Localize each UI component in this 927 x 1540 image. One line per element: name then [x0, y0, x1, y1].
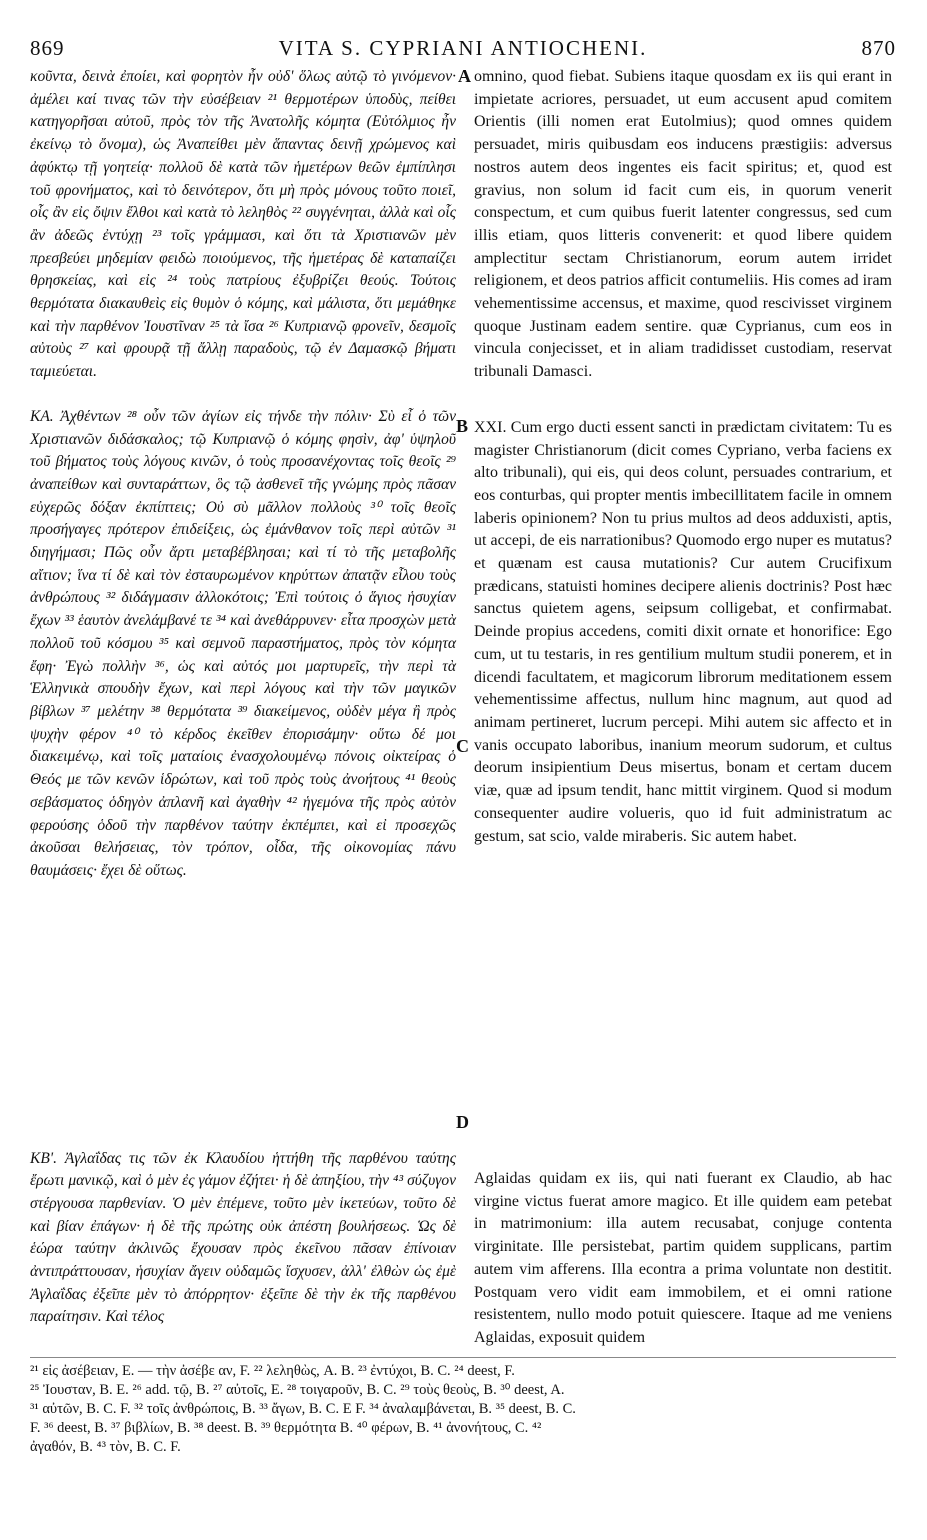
latin-paragraph-2: XXI. Cum ergo ducti essent sancti in prædictam civitatem: Tu es magister Christianorum (dicit comes Cypriano, verba faciens ex alto tribunali), qui eis, qui deos colunt, persuades contrarium, et eos conturbas, qui propter mentis imbecillitatem facile in omnem laberis opinionem? Non tu prius multos ad deos adduxisti, aptis, ut accepi, de eis narrationibus? Quomodo ergo nuper es mutatus? et quænam est causa mutationis? Cur autem Crucifixum prædicans, statuisti homines decipere alienis doctrinis? Post hæc sanctus quietem agens, seipsum colligebat, et confirmabat. Deinde propius accedens, comiti dixit ornate et honorifice: Ego cum, ut tu testaris, in res gentilium multum studii ponerem, et in dicendi facultatem, et magicorum librorum meditationem essem vehementissime affectus, nullum hinc magnum, aut quod ad animam pertineret, lucrum percepi. Mihi autem sic affecto et in vanis occupato laboribus, inanium meorum sudorum, et cultus deorum insipientium Deus misertus, bonam et certam ducem viæ, quæ ad ipsum tendit, hanc mittit virginem. Quod si modum consequenter audire volueris, quo id fuit administratum ac gestum, sat scio, valde miraberis. Sic autem habet. — [474, 418, 892, 845]
greek-paragraph-2: ΚΑ. Ἀχθέντων ²⁸ οὖν τῶν ἁγίων εἰς τήνδε τὴν πόλιν· Σὺ εἶ ὁ τῶν Χριστιανῶν διδάσκαλος; τῷ Κυπριανῷ ὁ κόμης φησὶν, ἀφ' ὑψηλοῦ τοῦ βήματος τοὺς λόγους κινῶν, ὁ τοὺς προσανέχοντας τοῖς θεοῖς ²⁹ ἀναπείθων καὶ συνταράττων, ὃς τῷ ἀσθενεῖ τῆς γνώμης πρὸς πᾶσαν εὐχερῶς δόξαν ἐκπίπτεις; Οὐ σὺ μᾶλλον πολλοὺς ³⁰ τοῖς θεοῖς προσήγαγες πρότερον ἐπιδείξεις, ὡς ἐμάνθανον τοῖς περὶ αὐτῶν ³¹ διηγήμασι; Πῶς οὖν ἄρτι μεταβέβλησαι; καὶ τί τὸ τῆς μεταβολῆς αἴτιον; ἵνα τί δὲ καὶ τὸν ἐσταυρωμένον κηρύττων ἀπατᾷν εἶλου τοὺς ἀνθρώπους ³² διδάγμασιν ἀλλοκότοις; Ἐπὶ τούτοις ὁ ἅγιος ἡσυχίαν ἔχων ³³ ἑαυτὸν ἀνελάμβανέ τε ³⁴ καὶ ἀνεθάρρυνεν· εἶτα προσχὼν μετὰ πολλοῦ τοῦ κόσμου ³⁵ καὶ σεμνοῦ παραστήματος, πρὸς τὸν κόμητα ἔφη· Ἐγὼ πολλὴν ³⁶, ὡς καὶ αὐτός μοι μαρτυρεῖς, τὴν περὶ τὰ Ἑλληνικὰ σπουδὴν ἔχων, καὶ περὶ λόγους καὶ τὴν τῶν μαγικῶν βίβλων ³⁷ μελέτην ³⁸ θερμότατα ³⁹ διακείμενος, οὐδὲν μέγα ἢ πρὸς ψυχὴν φέρον ⁴⁰ τὸ κέρδος ἐκεῖθεν ἐπορισάμην· οὕτω δέ μοι διακειμένῳ, καὶ τοῖς ματαίοις ἐνασχολουμένῳ πόνοις οἰκτείρας ὁ Θεός με τῶν κενῶν ἱδρώτων, καὶ τοῦ πρὸς τοὺς ἀνοήτους ⁴¹ θεοὺς σεβάσματος ὁδηγὸν ἀπλανῆ καὶ ἀγαθὴν ⁴² ἡγεμόνα τῆς πρὸς αὐτὸν φερούσης ὁδοῦ τὴν παρθένον ταύτην ἐκπέμπει, καὶ εἰ προσεχῶς ἀκοῦσαι θελήσειας, τὸν τρόπον, οἶδα, τῆς οἰκονομίας πάνυ θαυμάσεις· ἔχει δὲ οὕτως. — [30, 407, 456, 879]
margin-marker-b: B — [456, 416, 469, 436]
footnote-line: ²¹ εἰς ἀσέβειαν, E. — τὴν ἀσέβε αν, F. ²² λεληθὼς, A. B. ²³ ἐντύχοι, B. C. ²⁴ deest, F. — [30, 1363, 515, 1379]
page-number-left: 869 — [30, 36, 65, 60]
latin-column-lower — [474, 1152, 892, 1366]
greek-paragraph-1: κοῦντα, δεινὰ ἐποίει, καὶ φορητὸν ἦν οὐδ' ὅλως αὐτῷ τὸ γινόμενον· ἀμέλει καί τινας τῶν τὴν εὐσέβειαν ²¹ θερμοτέρων ὑποδὺς, πείθει κατηγορῆσαι αὐτοῦ, πρὸς τὸν τῆς Ἀνατολῆς κόμητα (Εὐτόλμιος ἦν ἐκείνῳ τὸ ὄνομα), ὡς Ἀναπείθει μὲν ἅπαντας δεινῇ χρώμενος καὶ ἀφύκτῳ τῇ γοητείᾳ· πολλοῦ δὲ κατὰ τῶν ἡμετέρων θεῶν ἐμπίπλησι τοῦ φρονήματος, καὶ τὸ δεινότερον, ὅτι μὴ πρὸς μόνους τοῦτο ποιεῖ, οἷς ἂν εἰς ὄψιν ἔλθοι καὶ κατὰ τὸ λεληθὸς ²² συγγένηται, ἀλλὰ καὶ οἷς ἂν ἀδεῶς ἐντύχῃ ²³ τοῖς γράμμασι, καὶ ὅτι τὰ Χριστιανῶν μὲν πρεσβεύει μηδεμίαν φειδὼ ποιούμενος, τῆς ἡμετέρας δὲ καταπαίζει θρησκείας, καὶ εἰς ²⁴ τοὺς πατρίους ἐξυβρίζει θεούς. Τούτοις θερμότατα διακαυθεὶς εἰς θυμὸν ὁ κόμης, καὶ μάλιστα, ὅτι μεμάθηκε καὶ τὴν παρθένον Ἰουστῖναν ²⁵ τὰ ἴσα ²⁶ Κυπριανῷ φρονεῖν, δεσμοῖς αὐτοὺς ²⁷ καὶ φρουρᾷ τῇ ἄλλῃ παραδοὺς, τῷ ἐν Δαμασκῷ βήματι ταμιεύεται. — [30, 68, 456, 381]
latin-paragraph-1: omnino, quod fiebat. Subiens itaque quosdam ex iis qui erant in impietate acriores, persuadet, ut eum accusent apud comitem Orientis (illi nomen erat Eutolmius); quod omnes quidem persuadet, miris quibusdam eos inducens præstigiis: adversus nostros autem deos ingentes eis facit spiritus; et, quod est gravius, non solum id facit cum eis, in quorum venerit conspectum, et cum quibus fuerit latenter congressus, sed cum illis etiam, quos litteris convenerit: et quod libere quidem amplectitur sectam Christianorum, eorum autem irridet religionem, et deos patrios afficit contumeliis. His comes ad iram vehementissime accensus, et maxime, quod rescivisset virginem quoque Justinam eadem sentire. quæ Cyprianus, cum eos in vincula conjecisset, et in aliam tradidisset custodiam, reservat tribunali Damasci. — [474, 68, 892, 381]
greek-paragraph-3: ΚΒ'. Ἀγλαΐδας τις τῶν ἐκ Κλαυδίου ἡττήθη τῆς παρθένου ταύτης ἔρωτι μανικῷ, καὶ ὁ μὲν ἐς γάμον ἐζήτει· ἡ δὲ ἀπηξίου, τὴν ⁴³ σύζυγον στέργουσα παρθενίαν. Ὁ μὲν ἐπέμενε, τοῦτο μὲν ἱκετεύων, τοῦτο δὲ καὶ βίαν ἐπάγων· ἡ δὲ τῆς πρώτης οὐκ ἀπέστη βουλήσεως. Ὡς δὲ ἑώρα ταύτην ἀκλινῶς ἔχουσαν πρὸς ἐκεῖνου πᾶσαν ἐπίνοιαν ἀντιπράττουσαν, ἡσυχίαν ἄγειν οὐδαμῶς ἴσχυσεν, ἀλλ' ἐλθὼν ὡς ἐμὲ Ἀγλαΐδας ἐξεῖπε μὲν τὸ ἀπόρρητον· ἐξεῖπε δὲ τὴν ἐκ τῆς παρθένου παραίτησιν. Καὶ τέλος — [30, 1149, 456, 1326]
running-head — [30, 36, 896, 66]
margin-marker-c: C — [456, 736, 469, 756]
page-number-right: 870 — [861, 36, 896, 60]
greek-column — [30, 66, 456, 883]
greek-column-lower — [30, 1132, 456, 1345]
footnote-line: F. ³⁶ deest, B. ³⁷ βιβλίων, B. ³⁸ deest. B. ³⁹ θερμότητα B. ⁴⁰ φέρων, B. ⁴¹ ἀνονήτους, C. ⁴² — [30, 1420, 542, 1436]
footnote-line: ³¹ αὐτῶν, B. C. F. ³² τοῖς ἀνθρώποις, B. ³³ ἄγων, B. C. E F. ³⁴ ἀναλαμβάνεται, B. ³⁵ deest, B. C. — [30, 1401, 576, 1417]
footnote-rule — [30, 1357, 896, 1358]
latin-column — [474, 66, 892, 848]
page-title: VITA S. CYPRIANI ANTIOCHENI. — [278, 36, 648, 60]
margin-marker-d: D — [456, 1112, 469, 1132]
latin-paragraph-3: Aglaidas quidam ex iis, qui nati fuerant ex Claudio, ab hac virgine victus fuerat amore magico. Et ille quidem eam petebat in matrimonium: illa autem recusabat, conjuge contenta virginitate. Ille persistebat, partim quidem supplicans, partim autem vim afferens. Illa econtra a prima voluntate non destitit. Postquam vero vidit eam immobilem, et ei omni ratione resistentem, nullo modo potuit quiescere. Itaque ad me veniens Aglaidas, exposuit quidem — [474, 1170, 892, 1346]
footnotes — [30, 1362, 896, 1457]
footnote-line: ²⁵ Ἰουσταν, B. E. ²⁶ add. τῷ, B. ²⁷ αὐτοῖς, E. ²⁸ τοιγαροῦν, B. C. ²⁹ τοὺς θεοὺς, B. ³⁰ deest, A. — [30, 1382, 565, 1398]
footnote-line: ἀγαθόν, B. ⁴³ τὸν, B. C. F. — [30, 1439, 181, 1455]
margin-marker-a: A — [458, 66, 471, 86]
